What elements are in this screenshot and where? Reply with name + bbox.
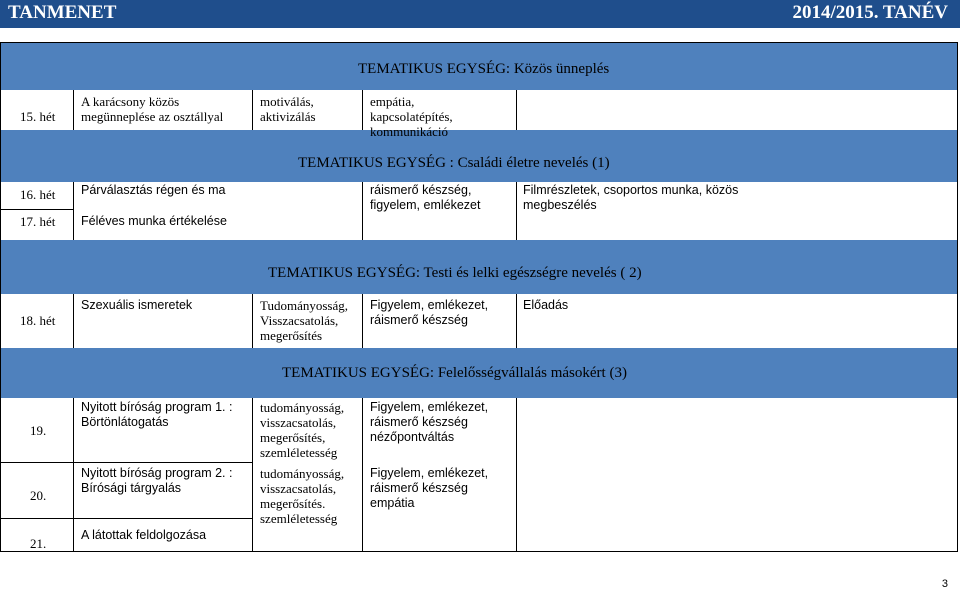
row-line [0, 518, 252, 519]
section-title: TEMATIKUS EGYSÉG : Családi életre nevelés (1) [298, 155, 610, 171]
skill-cell: Figyelem, emlékezet, ráismerő készség empátia [370, 466, 489, 510]
week-cell: 21. [30, 536, 47, 551]
column-line [362, 398, 363, 552]
section-title: TEMATIKUS EGYSÉG: Felelősségvállalás másokért (3) [282, 365, 627, 381]
column-line [516, 398, 517, 552]
column-line [252, 398, 253, 552]
column-line [516, 294, 517, 348]
week-cell: 17. hét [20, 214, 56, 229]
row-line [0, 462, 252, 463]
development-cell: Tudományosság, Visszacsatolás, megerősítés [260, 298, 349, 343]
development-cell: tudományosság, visszacsatolás, megerősítés. szemléletesség [260, 466, 345, 526]
topic-cell: Párválasztás régen és ma [81, 183, 226, 197]
row-line [0, 209, 73, 210]
week-cell: 15. hét [20, 109, 56, 124]
section-title: TEMATIKUS EGYSÉG: Közös ünneplés [358, 61, 610, 77]
column-line [362, 90, 363, 130]
skill-cell: Figyelem, emlékezet, ráismerő készség [370, 298, 489, 327]
column-line [362, 182, 363, 240]
skill-cell: empátia, kapcsolatépítés, kommunikáció [370, 94, 453, 139]
week-cell: 18. hét [20, 313, 56, 328]
topic-cell: A látottak feldolgozása [81, 528, 207, 542]
skill-cell: ráismerő készség, figyelem, emlékezet [370, 183, 481, 212]
week-cell: 16. hét [20, 187, 56, 202]
page-number: 3 [941, 578, 948, 590]
column-line [73, 90, 74, 130]
table-border [0, 42, 1, 552]
week-cell: 19. [30, 423, 47, 438]
school-year: 2014/2015. TANÉV [792, 2, 948, 23]
development-cell: tudományosság, visszacsatolás, megerősítés, szemléletesség [260, 400, 345, 460]
column-line [73, 294, 74, 348]
table-border [957, 42, 958, 552]
section-title: TEMATIKUS EGYSÉG: Testi és lelki egészségre nevelés ( 2) [268, 265, 642, 281]
week-cell: 20. [30, 488, 47, 503]
row-line [0, 551, 958, 552]
column-line [516, 90, 517, 130]
column-line [362, 294, 363, 348]
row-line [0, 42, 958, 43]
topic-cell: A karácsony közös megünneplése az osztállyal [81, 94, 224, 124]
column-line [252, 90, 253, 130]
column-line [73, 398, 74, 552]
column-line [516, 182, 517, 240]
column-line [73, 182, 74, 240]
method-cell: Előadás [523, 298, 569, 312]
topic-cell: Szexuális ismeretek [81, 298, 193, 312]
lesson-plan-table [0, 42, 958, 552]
topic-cell: Nyitott bíróság program 2. : Bírósági tárgyalás [81, 466, 233, 495]
document-header [0, 0, 960, 28]
skill-cell: Figyelem, emlékezet, ráismerő készség nézőpontváltás [370, 400, 489, 444]
topic-cell: Nyitott bíróság program 1. : Börtönlátogatás [81, 400, 233, 429]
document-title: TANMENET [8, 2, 117, 23]
development-cell: motiválás, aktivizálás [260, 94, 316, 124]
column-line [252, 294, 253, 348]
method-cell: Filmrészletek, csoportos munka, közös megbeszélés [523, 183, 739, 212]
topic-cell: Féléves munka értékelése [81, 214, 227, 228]
